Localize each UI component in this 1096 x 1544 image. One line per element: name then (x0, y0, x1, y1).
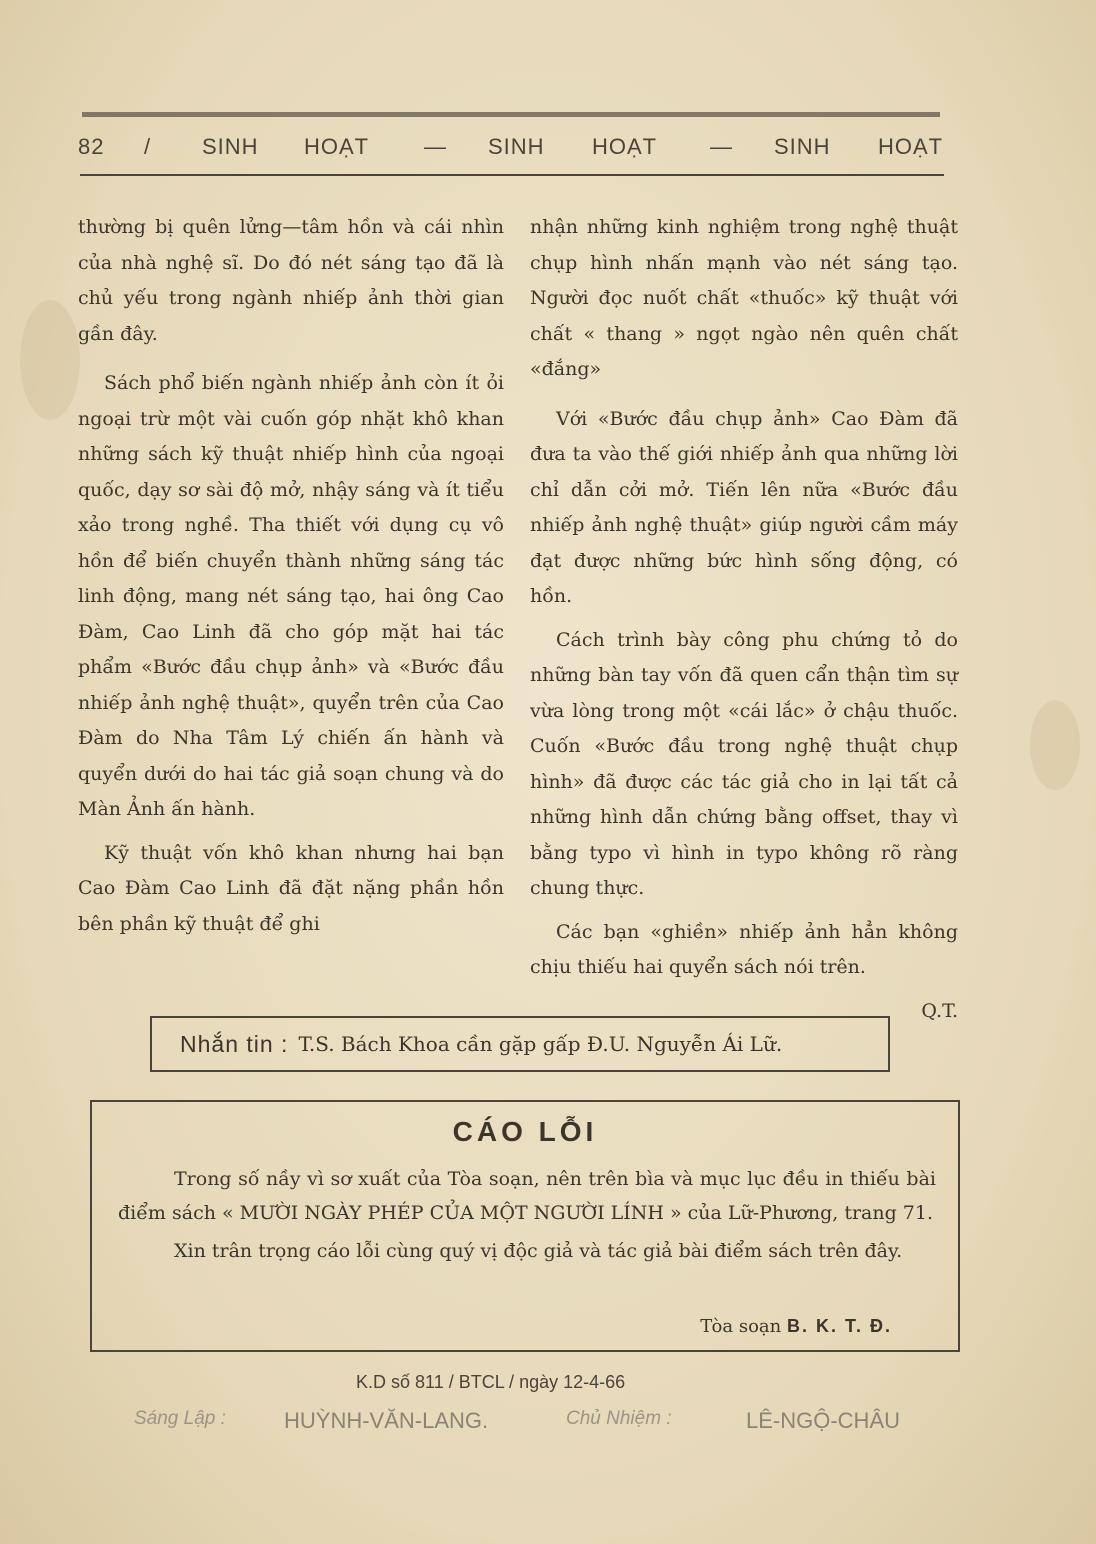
header-word: HOẠT (592, 134, 658, 159)
page-number: 82 (78, 134, 105, 159)
paragraph: Với «Bước đầu chụp ảnh» Cao Đàm đã đưa ta vào thế giới nhiếp ảnh qua những lời chỉ dẫn cởi mở. Tiến lên nữa «Bước đầu nhiếp ảnh nghệ thuật» giúp người cầm máy đạt được những bức hình sống động, có hồn. (530, 407, 958, 607)
header-word: SINH (774, 134, 831, 159)
editor-name: LÊ-NGỘ-CHÂU (746, 1408, 901, 1433)
apology-body (118, 1162, 936, 1272)
colophon-footer (134, 1404, 934, 1440)
paragraph: Các bạn «ghiền» nhiếp ảnh hẳn không chịu thiếu hai quyển sách nói trên. (530, 920, 958, 978)
header-rule (80, 174, 944, 176)
right-column (530, 210, 958, 1029)
paragraph: Kỹ thuật vốn khô khan nhưng hai bạn Cao Đàm Cao Linh đã đặt nặng phần hồn bên phần kỹ thuật để ghi (78, 841, 504, 935)
apology-sign-name: B. K. T. Đ. (786, 1316, 892, 1336)
notice-text: T.S. Bách Khoa cần gặp gấp Đ.U. Nguyễn Ái Lữ. (298, 1032, 783, 1056)
editor-label: Chủ Nhiệm : (566, 1408, 672, 1429)
publication-license: K.D số 811 / BTCL / ngày 12-4-66 (356, 1372, 626, 1392)
header-dash: — (710, 134, 733, 159)
apology-title: CÁO LỖI (452, 1116, 598, 1147)
apology-box (90, 1100, 960, 1352)
notice-label: Nhắn tin : (180, 1030, 289, 1057)
article-signature: Q.T. (921, 999, 958, 1022)
paragraph: Sách phổ biến ngành nhiếp ảnh còn ít ỏi ngoại trừ một vài cuốn góp nhặt khô khan những sách kỹ thuật nhiếp hình của ngoại quốc, dạy sơ sài độ mở, nhậy sáng và ít tiểu xảo trong nghề. Tha thiết với dụng cụ vô hồn để biến chuyển thành những sáng tác linh động, mang nét sáng tạo, hai ông Cao Đàm, Cao Linh đã cho góp mặt hai tác phẩm «Bước đầu chụp ảnh» và «Bước đầu nhiếp ảnh nghệ thuật», quyển trên của Cao Đàm do Nha Tâm Lý chiến ấn hành và quyển dưới do hai tác giả soạn chung và do Màn Ảnh ấn hành. (78, 372, 504, 820)
header-slash: / (144, 134, 152, 159)
header-dash: — (424, 134, 447, 159)
apology-sign-prefix: Tòa soạn (700, 1316, 782, 1337)
header-word: SINH (202, 134, 259, 159)
apology-signature (700, 1316, 892, 1337)
left-column (78, 210, 504, 950)
paragraph: Trong số nầy vì sơ xuất của Tòa soạn, nên trên bìa và mục lục đều in thiếu bài điểm sách « MƯỜI NGÀY PHÉP CỦA MỘT NGƯỜI LÍNH » của Lữ-Phương, trang 71. (118, 1168, 936, 1224)
paper-stain (1030, 700, 1080, 790)
founder-name: HUỲNH-VĂN-LANG. (284, 1408, 489, 1433)
header-word: HOẠT (304, 134, 370, 159)
paragraph: Xin trân trọng cáo lỗi cùng quý vị độc giả và tác giả bài điểm sách trên đây. (174, 1240, 903, 1262)
paragraph: nhận những kinh nghiệm trong nghệ thuật chụp hình nhấn mạnh vào nét sáng tạo. Người đọc nuốt chất «thuốc» kỹ thuật với chất « thang » ngọt ngào nên quên chất «đắng» (530, 216, 958, 380)
paper-stain (20, 300, 80, 420)
paragraph: thường bị quên lửng—tâm hồn và cái nhìn của nhà nghệ sĩ. Do đó nét sáng tạo đã là chủ yếu trong ngành nhiếp ảnh thời gian gần đây. (78, 216, 504, 345)
running-header (78, 130, 948, 166)
founder-label: Sáng Lập : (134, 1408, 226, 1429)
header-word: HOẠT (878, 134, 944, 159)
header-word: SINH (488, 134, 545, 159)
top-rule (82, 112, 940, 117)
paragraph: Cách trình bày công phu chứng tỏ do những bàn tay vốn đã quen cẩn thận tìm sự vừa lòng trong một «cái lắc» ở chậu thuốc. Cuốn «Bước đầu trong nghệ thuật chụp hình» đã được các tác giả cho in lại tất cả những hình dẫn chứng bằng offset, thay vì bằng typo vì hình in typo không rõ ràng chung thực. (530, 628, 958, 899)
notice-box (150, 1016, 890, 1072)
